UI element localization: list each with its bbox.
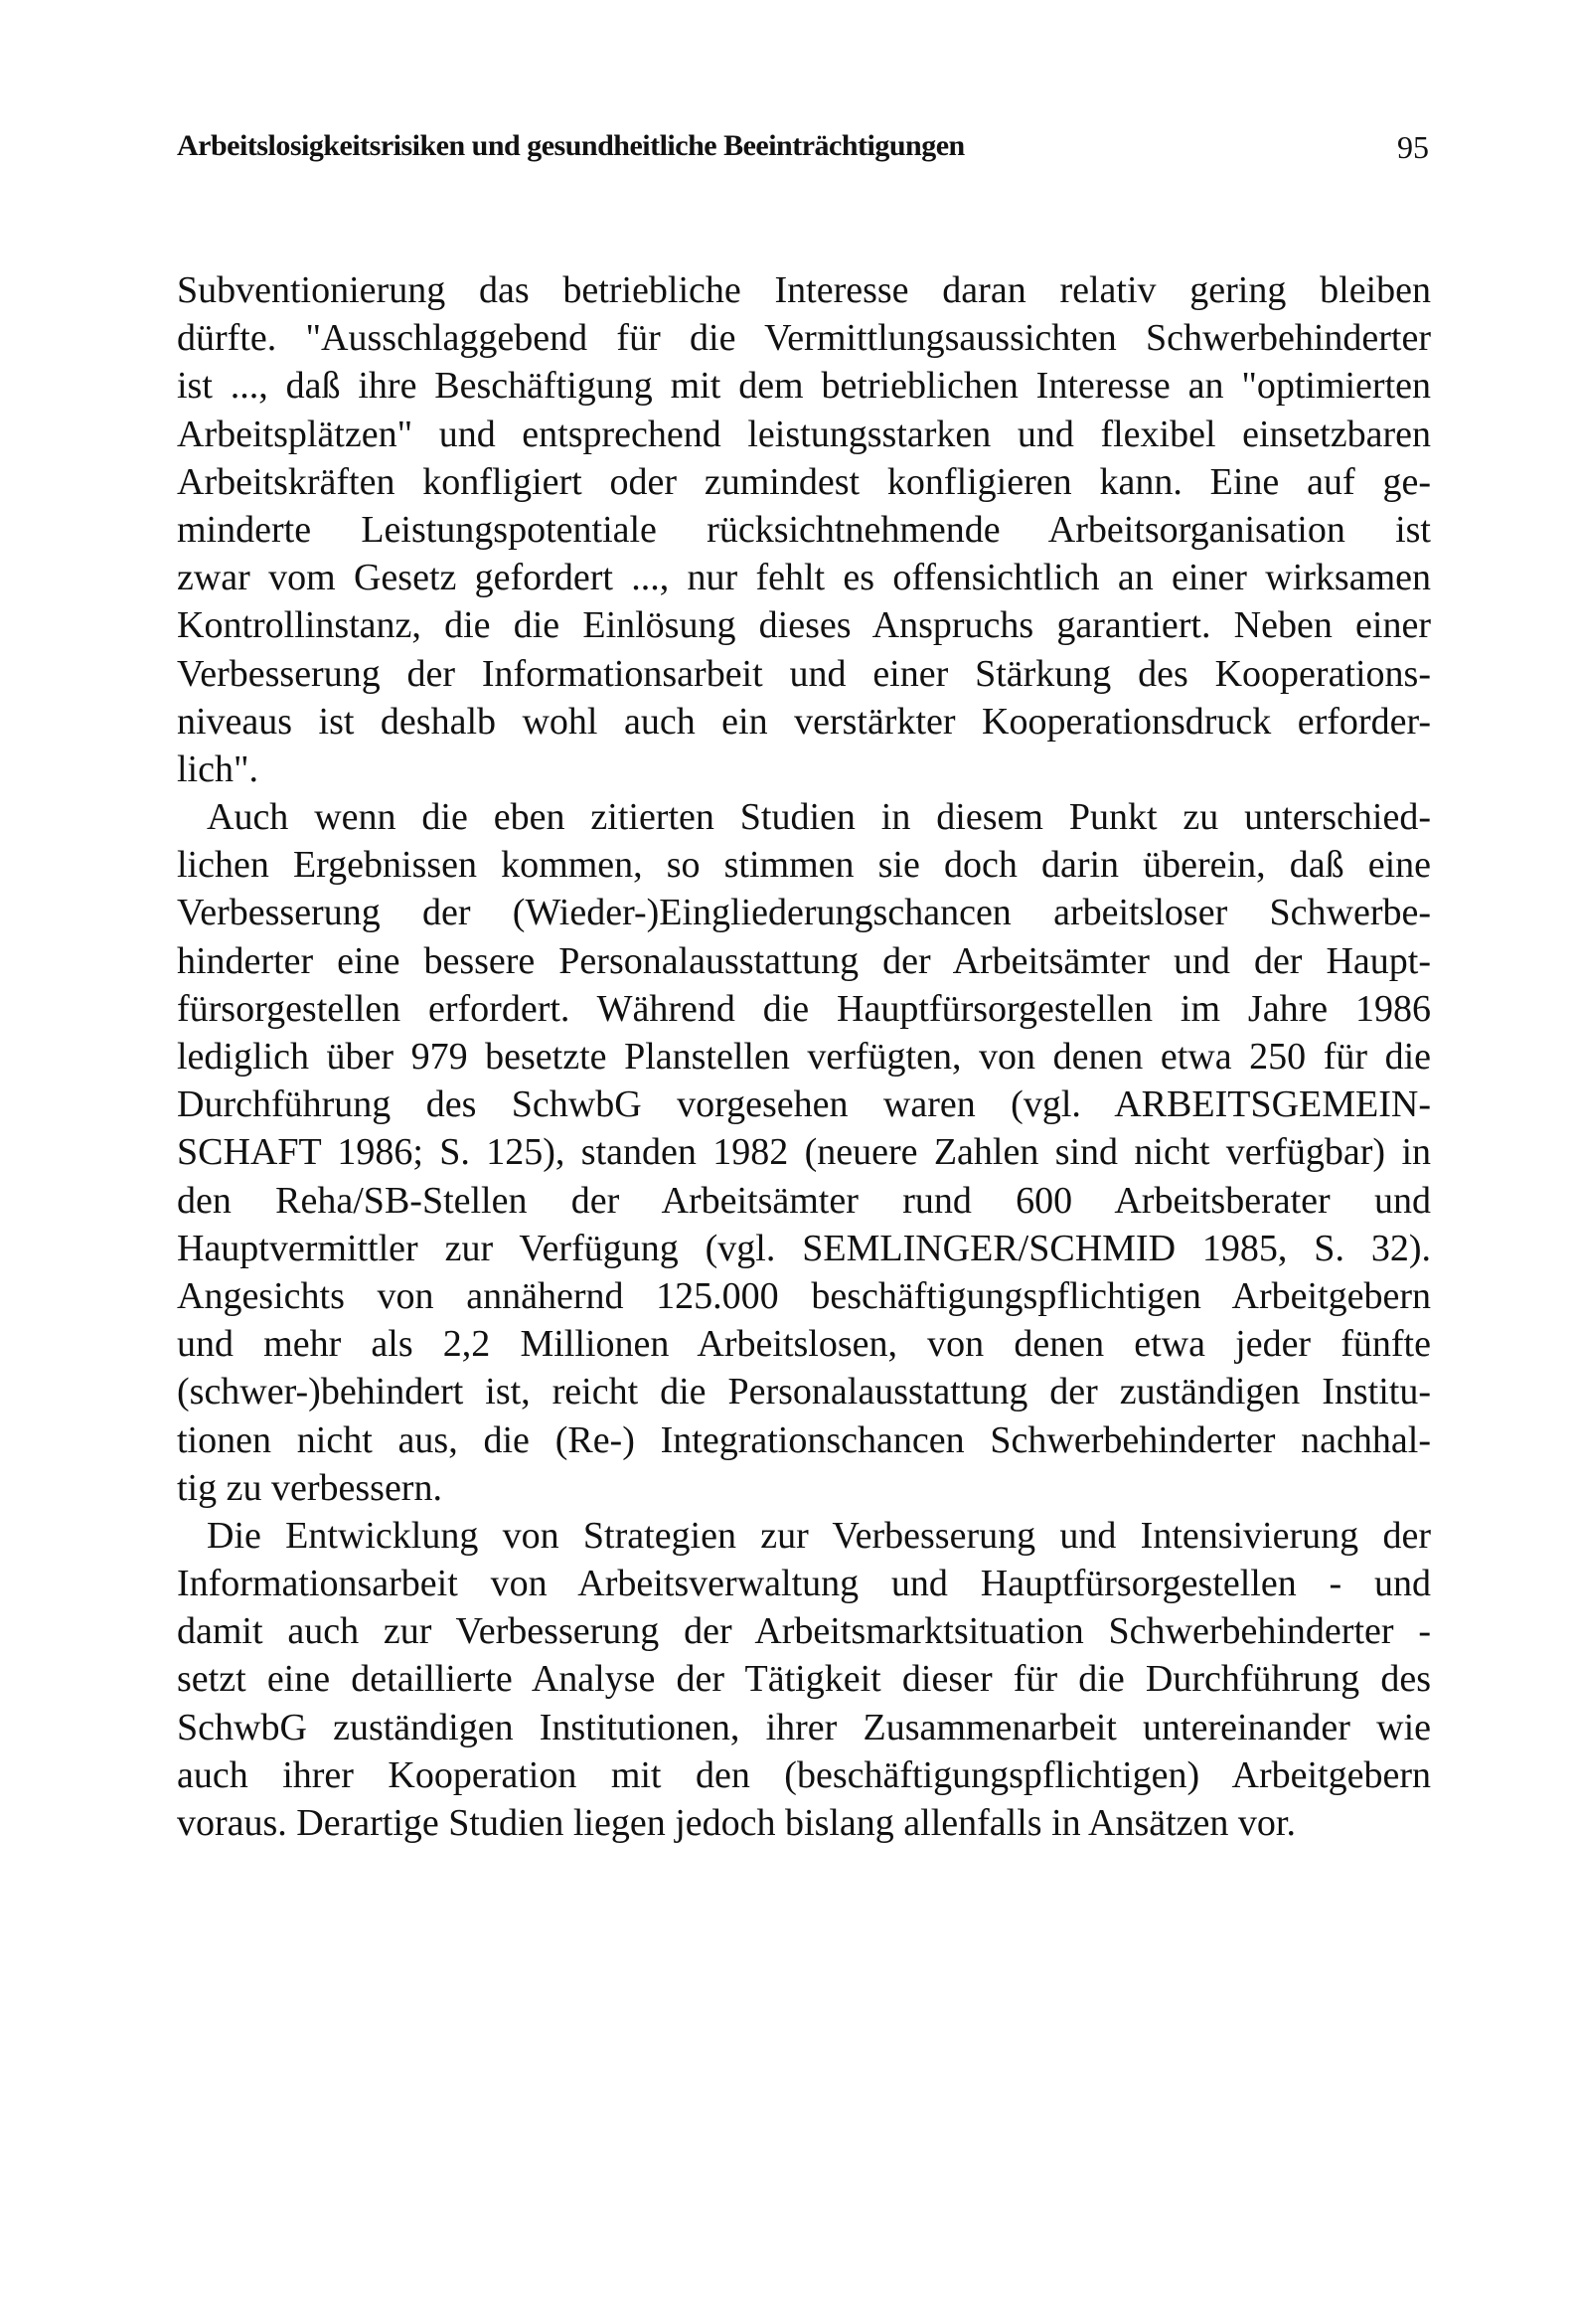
text-line: den Reha/SB-Stellen der Arbeitsämter rund 600 Arbeitsberater und	[177, 1179, 1431, 1222]
text-line: Hauptvermittler zur Verfügung (vgl. SEMLINGER/SCHMID 1985, S. 32).	[177, 1227, 1431, 1269]
text-line: niveaus ist deshalb wohl auch ein verstärkter Kooperationsdruck erforder-	[177, 700, 1431, 743]
text-line: damit auch zur Verbesserung der Arbeitsmarktsituation Schwerbehinderter -	[177, 1610, 1431, 1653]
text-line: voraus. Derartige Studien liegen jedoch bislang allenfalls in Ansätzen vor.	[177, 1802, 1296, 1844]
text-line: tionen nicht aus, die (Re-) Integrationschancen Schwerbehinderter nachhal-	[177, 1418, 1431, 1461]
running-header-title: Arbeitslosigkeitsrisiken und gesundheitliche Beeinträchtigungen	[177, 129, 965, 162]
text-line: Subventionierung das betriebliche Interesse daran relativ gering bleiben	[177, 269, 1431, 311]
text-line: Verbesserung der Informationsarbeit und einer Stärkung des Kooperations-	[177, 652, 1431, 695]
text-line: tig zu verbessern.	[177, 1466, 442, 1509]
text-line: dürfte. "Ausschlaggebend für die Vermittlungsaussichten Schwerbehinderter	[177, 317, 1431, 360]
text-line: SchwbG zuständigen Institutionen, ihrer Zusammenarbeit untereinander wie	[177, 1706, 1431, 1748]
text-line: und mehr als 2,2 Millionen Arbeitslosen, von denen etwa jeder fünfte	[177, 1323, 1431, 1366]
text-line: (schwer-)behindert ist, reicht die Personalausstattung der zuständigen Institu-	[177, 1371, 1431, 1413]
text-line: Informationsarbeit von Arbeitsverwaltung und Hauptfürsorgestellen - und	[177, 1563, 1431, 1605]
text-line: Kontrollinstanz, die die Einlösung dieses Anspruchs garantiert. Neben einer	[177, 604, 1431, 647]
text-line: fürsorgestellen erfordert. Während die Hauptfürsorgestellen im Jahre 1986	[177, 987, 1431, 1030]
page-number: 95	[1397, 129, 1429, 165]
body-text	[177, 266, 1431, 1847]
text-line: zwar vom Gesetz gefordert ..., nur fehlt es offensichtlich an einer wirksamen	[177, 557, 1431, 599]
text-line: minderte Leistungspotentiale rücksichtnehmende Arbeitsorganisation ist	[177, 508, 1431, 551]
running-header	[177, 129, 1429, 169]
text-line: Durchführung des SchwbG vorgesehen waren (vgl. ARBEITSGEMEIN-	[177, 1083, 1431, 1126]
text-line: Arbeitsplätzen" und entsprechend leistungsstarken und flexibel einsetzbaren	[177, 413, 1431, 455]
text-line: auch ihrer Kooperation mit den (beschäftigungspflichtigen) Arbeitgebern	[177, 1753, 1431, 1796]
paragraph-1	[177, 266, 1431, 793]
text-line: lich".	[177, 747, 258, 790]
text-line: Verbesserung der (Wieder-)Eingliederungschancen arbeitsloser Schwerbe-	[177, 892, 1431, 934]
text-line: lediglich über 979 besetzte Planstellen verfügten, von denen etwa 250 für die	[177, 1036, 1431, 1078]
text-line: setzt eine detaillierte Analyse der Tätigkeit dieser für die Durchführung des	[177, 1658, 1431, 1701]
text-line: SCHAFT 1986; S. 125), standen 1982 (neuere Zahlen sind nicht verfügbar) in	[177, 1131, 1431, 1174]
text-line: Angesichts von annähernd 125.000 beschäftigungspflichtigen Arbeitgebern	[177, 1274, 1431, 1317]
text-line: ist ..., daß ihre Beschäftigung mit dem betrieblichen Interesse an "optimierten	[177, 365, 1431, 408]
text-line: Die Entwicklung von Strategien zur Verbesserung und Intensivierung der	[207, 1514, 1431, 1557]
paragraph-2	[177, 793, 1431, 1512]
text-line: hinderter eine bessere Personalausstattung der Arbeitsämter und der Haupt-	[177, 939, 1431, 982]
text-line: lichen Ergebnissen kommen, so stimmen sie doch darin überein, daß eine	[177, 844, 1431, 887]
text-line: Arbeitskräften konfligiert oder zumindest konfligieren kann. Eine auf ge-	[177, 460, 1431, 503]
text-line: Auch wenn die eben zitierten Studien in diesem Punkt zu unterschied-	[207, 796, 1431, 839]
paragraph-3	[177, 1512, 1431, 1847]
